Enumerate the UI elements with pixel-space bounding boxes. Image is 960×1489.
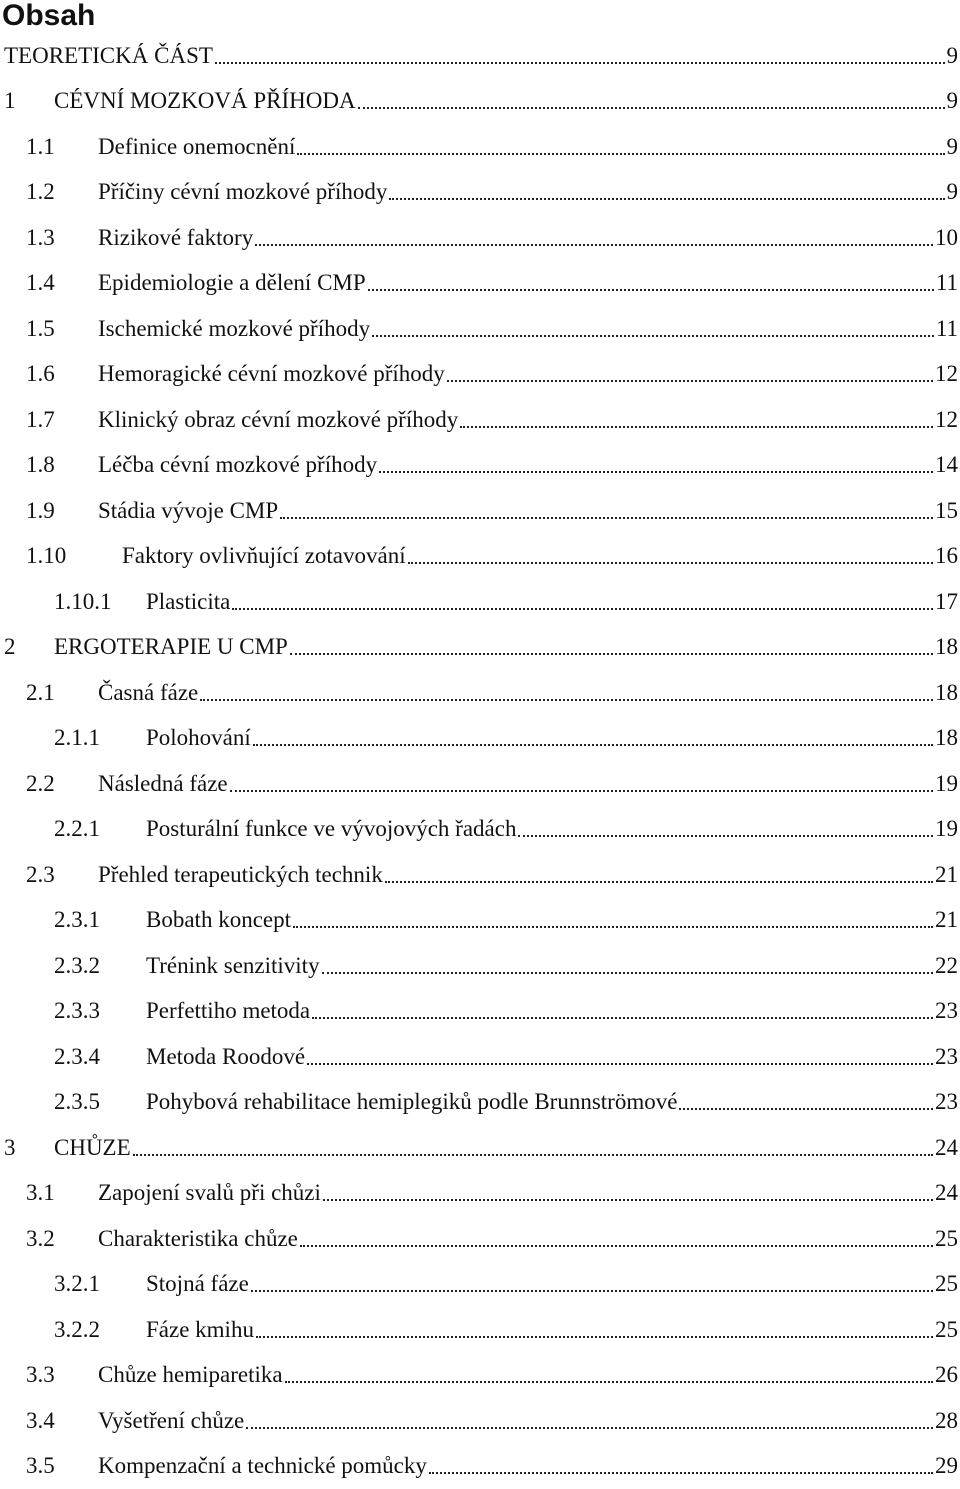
toc-entry-line	[98, 1361, 960, 1389]
toc-entry-label: TEORETICKÁ ČÁST	[4, 42, 213, 70]
toc-entry-label: Léčba cévní mozkové příhody	[98, 451, 377, 479]
toc-entry-number: 1.5	[26, 315, 55, 343]
toc-entry[interactable]	[0, 1034, 960, 1080]
toc-entry-label: Hemoragické cévní mozkové příhody	[98, 360, 445, 388]
toc-entry-line	[54, 87, 960, 115]
toc-entry-page: 25	[935, 1270, 960, 1298]
toc-entry-line	[98, 133, 960, 161]
toc-dot-leader	[307, 1045, 933, 1065]
toc-entry-line	[98, 406, 960, 434]
toc-entry-label: Charakteristika chůze	[98, 1225, 298, 1253]
toc-entry-number: 1.10.1	[54, 588, 112, 616]
toc-entry-number: 3.2.2	[54, 1316, 100, 1344]
toc-entry-number: 2.1.1	[54, 724, 100, 752]
toc-entry-line	[98, 1225, 960, 1253]
toc-entry-label: Klinický obraz cévní mozkové příhody	[98, 406, 458, 434]
toc-entry-label: Rizikové faktory	[98, 224, 253, 252]
toc-entry-page: 23	[935, 1088, 960, 1116]
toc-entry[interactable]	[0, 989, 960, 1035]
toc-entry-line	[54, 633, 960, 661]
toc-entry[interactable]	[0, 943, 960, 989]
toc-entry-line	[98, 451, 960, 479]
toc-entry-number: 2.3	[26, 861, 55, 889]
toc-entry-number: 2.3.5	[54, 1088, 100, 1116]
toc-dot-leader	[408, 544, 933, 564]
toc-dot-leader	[293, 908, 933, 928]
toc-dot-leader	[200, 681, 933, 701]
toc-entry-label: Zapojení svalů při chůzi	[98, 1179, 321, 1207]
toc-entry[interactable]	[0, 79, 960, 125]
toc-dot-leader	[246, 1409, 933, 1429]
toc-entry[interactable]	[0, 761, 960, 807]
toc-entry-label: CÉVNÍ MOZKOVÁ PŘÍHODA	[54, 87, 356, 115]
toc-entry-label: Fáze kmihu	[146, 1316, 254, 1344]
toc-entry-number: 1.4	[26, 269, 55, 297]
toc-dot-leader	[368, 271, 934, 291]
toc-entry-page: 12	[935, 360, 960, 388]
toc-dot-leader	[290, 635, 933, 655]
toc-dot-leader	[256, 1318, 933, 1338]
toc-entry[interactable]	[0, 898, 960, 944]
toc-entry-page: 14	[935, 451, 960, 479]
toc-entry[interactable]	[0, 443, 960, 489]
toc-entry-line	[146, 1270, 960, 1298]
toc-dot-leader	[447, 362, 933, 382]
toc-dot-leader	[312, 999, 933, 1019]
toc-entry-label: Perfettiho metoda	[146, 997, 310, 1025]
toc-dot-leader	[322, 954, 933, 974]
toc-entry[interactable]	[0, 306, 960, 352]
toc-entry-number: 2.3.2	[54, 952, 100, 980]
toc-entry-label: Ischemické mozkové příhody	[98, 315, 370, 343]
toc-entry-page: 21	[935, 861, 960, 889]
toc-entry-number: 1	[4, 87, 16, 115]
toc-dot-leader	[133, 1136, 933, 1156]
toc-entry-line	[98, 269, 960, 297]
toc-entry-label: CHŮZE	[54, 1134, 131, 1162]
toc-entry-label: Definice onemocnění	[98, 133, 295, 161]
toc-entry-line	[98, 497, 960, 525]
toc-entry[interactable]	[0, 534, 960, 580]
toc-entry[interactable]	[0, 807, 960, 853]
toc-entry-line	[98, 224, 960, 252]
toc-entry-number: 2	[4, 633, 16, 661]
toc-entry-number: 1.3	[26, 224, 55, 252]
toc-dot-leader	[389, 180, 944, 200]
toc-entry-page: 16	[935, 542, 960, 570]
toc-entry-line	[146, 906, 960, 934]
toc-entry-page: 21	[935, 906, 960, 934]
toc-entry-label: Časná fáze	[98, 679, 198, 707]
toc-entry[interactable]	[0, 1398, 960, 1444]
toc-entry-page: 19	[935, 815, 960, 843]
toc-entry-label: Plasticita	[146, 588, 230, 616]
toc-entry-label: Chůze hemiparetika	[98, 1361, 283, 1389]
toc-dot-leader	[679, 1090, 933, 1110]
toc-entry-line	[146, 1043, 960, 1071]
toc-entry-page: 23	[935, 1043, 960, 1071]
toc-entry-page: 11	[936, 315, 960, 343]
toc-entry-page: 19	[935, 770, 960, 798]
toc-entry-line	[146, 1088, 960, 1116]
toc-entry-page: 24	[935, 1134, 960, 1162]
toc-dot-leader	[285, 1363, 933, 1383]
toc-dot-leader	[280, 499, 933, 519]
toc-entry[interactable]	[0, 1171, 960, 1217]
toc-entry-line	[146, 588, 960, 616]
toc-entry[interactable]	[0, 1307, 960, 1353]
toc-entry-line	[98, 861, 960, 889]
toc-entry[interactable]	[0, 215, 960, 261]
toc-entry-label: Stojná fáze	[146, 1270, 249, 1298]
toc-entry[interactable]	[0, 716, 960, 762]
toc-entry-page: 10	[935, 224, 960, 252]
toc-entry-number: 2.3.3	[54, 997, 100, 1025]
toc-entry[interactable]	[0, 1216, 960, 1262]
toc-entry[interactable]	[0, 488, 960, 534]
toc-entry-number: 3.2.1	[54, 1270, 100, 1298]
toc-dot-leader	[300, 1227, 933, 1247]
toc-dot-leader	[460, 408, 933, 428]
toc-entry[interactable]	[0, 579, 960, 625]
toc-dot-leader	[297, 135, 944, 155]
toc-entry-page: 25	[935, 1225, 960, 1253]
toc-entry-line	[98, 1452, 960, 1480]
toc-entry-label: Kompenzační a technické pomůcky	[98, 1452, 427, 1480]
toc-entry-number: 2.2	[26, 770, 55, 798]
toc-entry-page: 17	[935, 588, 960, 616]
toc-entry[interactable]	[0, 261, 960, 307]
toc-entry-number: 2.3.4	[54, 1043, 100, 1071]
toc-entry-line	[4, 42, 960, 70]
toc-entry-number: 1.2	[26, 178, 55, 206]
toc-dot-leader	[358, 89, 945, 109]
toc-dot-leader	[379, 453, 933, 473]
toc-entry-number: 3.3	[26, 1361, 55, 1389]
toc-entry-number: 1.6	[26, 360, 55, 388]
toc-entry-label: Posturální funkce ve vývojových řadách	[146, 815, 516, 843]
toc-entry-number: 2.2.1	[54, 815, 100, 843]
toc-entry-label: Přehled terapeutických technik	[98, 861, 383, 889]
table-of-contents	[0, 33, 960, 1489]
toc-entry-page: 18	[935, 633, 960, 661]
toc-entry-page: 9	[947, 87, 960, 115]
toc-entry-line	[98, 1407, 960, 1435]
page-title: Obsah	[2, 0, 95, 36]
toc-dot-leader	[215, 44, 945, 64]
toc-entry-page: 23	[935, 997, 960, 1025]
toc-entry-number: 1.7	[26, 406, 55, 434]
toc-entry-number: 3	[4, 1134, 16, 1162]
toc-entry[interactable]	[0, 670, 960, 716]
toc-entry-page: 15	[935, 497, 960, 525]
toc-entry-label: Polohování	[146, 724, 251, 752]
toc-dot-leader	[255, 226, 933, 246]
toc-dot-leader	[251, 1272, 933, 1292]
toc-entry[interactable]	[0, 397, 960, 443]
toc-entry-label: Faktory ovlivňující zotavování	[122, 542, 406, 570]
toc-entry-label: Epidemiologie a dělení CMP	[98, 269, 366, 297]
toc-entry-line	[54, 1134, 960, 1162]
toc-entry-label: Metoda Roodové	[146, 1043, 305, 1071]
toc-entry-label: Pohybová rehabilitace hemiplegiků podle Brunnströmové	[146, 1088, 677, 1116]
toc-entry[interactable]	[0, 852, 960, 898]
toc-dot-leader	[372, 317, 934, 337]
toc-entry-number: 3.4	[26, 1407, 55, 1435]
toc-entry-label: Následná fáze	[98, 770, 228, 798]
toc-entry-line	[98, 360, 960, 388]
toc-dot-leader	[230, 772, 933, 792]
toc-entry-page: 26	[935, 1361, 960, 1389]
toc-entry-label: Vyšetření chůze	[98, 1407, 244, 1435]
toc-entry-label: Bobath koncept	[146, 906, 291, 934]
toc-dot-leader	[253, 726, 933, 746]
toc-entry[interactable]	[0, 1125, 960, 1171]
toc-entry-page: 9	[947, 42, 960, 70]
toc-dot-leader	[518, 817, 933, 837]
toc-entry-page: 29	[935, 1452, 960, 1480]
toc-entry-line	[98, 679, 960, 707]
toc-dot-leader	[232, 590, 933, 610]
toc-entry-line	[98, 1179, 960, 1207]
toc-entry-page: 9	[947, 133, 960, 161]
toc-entry-number: 3.2	[26, 1225, 55, 1253]
toc-entry-page: 18	[935, 679, 960, 707]
toc-entry-page: 28	[935, 1407, 960, 1435]
toc-entry-number: 2.3.1	[54, 906, 100, 934]
toc-entry-number: 2.1	[26, 679, 55, 707]
toc-entry-label: Příčiny cévní mozkové příhody	[98, 178, 387, 206]
toc-entry-line	[98, 178, 960, 206]
toc-entry-page: 11	[936, 269, 960, 297]
toc-entry-page: 18	[935, 724, 960, 752]
toc-entry-page: 25	[935, 1316, 960, 1344]
toc-entry[interactable]	[0, 1444, 960, 1489]
toc-entry[interactable]	[0, 1353, 960, 1399]
toc-entry[interactable]	[0, 1262, 960, 1308]
toc-entry-page: 22	[935, 952, 960, 980]
toc-entry-number: 3.1	[26, 1179, 55, 1207]
toc-entry-label: ERGOTERAPIE U CMP	[54, 633, 288, 661]
toc-entry-page: 12	[935, 406, 960, 434]
toc-entry[interactable]	[0, 33, 960, 79]
toc-dot-leader	[429, 1454, 933, 1474]
toc-entry-number: 1.8	[26, 451, 55, 479]
toc-entry-label: Trénink senzitivity	[146, 952, 320, 980]
toc-entry-number: 3.5	[26, 1452, 55, 1480]
toc-entry-line	[146, 952, 960, 980]
toc-entry-line	[146, 997, 960, 1025]
toc-dot-leader	[385, 863, 933, 883]
toc-entry[interactable]	[0, 124, 960, 170]
toc-entry-line	[98, 770, 960, 798]
toc-entry-line	[146, 1316, 960, 1344]
toc-entry-line	[122, 542, 960, 570]
toc-entry[interactable]	[0, 1080, 960, 1126]
toc-entry-line	[98, 315, 960, 343]
toc-entry-number: 1.1	[26, 133, 55, 161]
toc-entry-page: 24	[935, 1179, 960, 1207]
toc-entry-label: Stádia vývoje CMP	[98, 497, 278, 525]
toc-dot-leader	[323, 1181, 933, 1201]
toc-entry-number: 1.9	[26, 497, 55, 525]
toc-entry[interactable]	[0, 352, 960, 398]
toc-entry-line	[146, 815, 960, 843]
toc-entry-page: 9	[947, 178, 960, 206]
toc-entry[interactable]	[0, 625, 960, 671]
toc-entry[interactable]	[0, 170, 960, 216]
toc-entry-number: 1.10	[26, 542, 66, 570]
toc-entry-line	[146, 724, 960, 752]
